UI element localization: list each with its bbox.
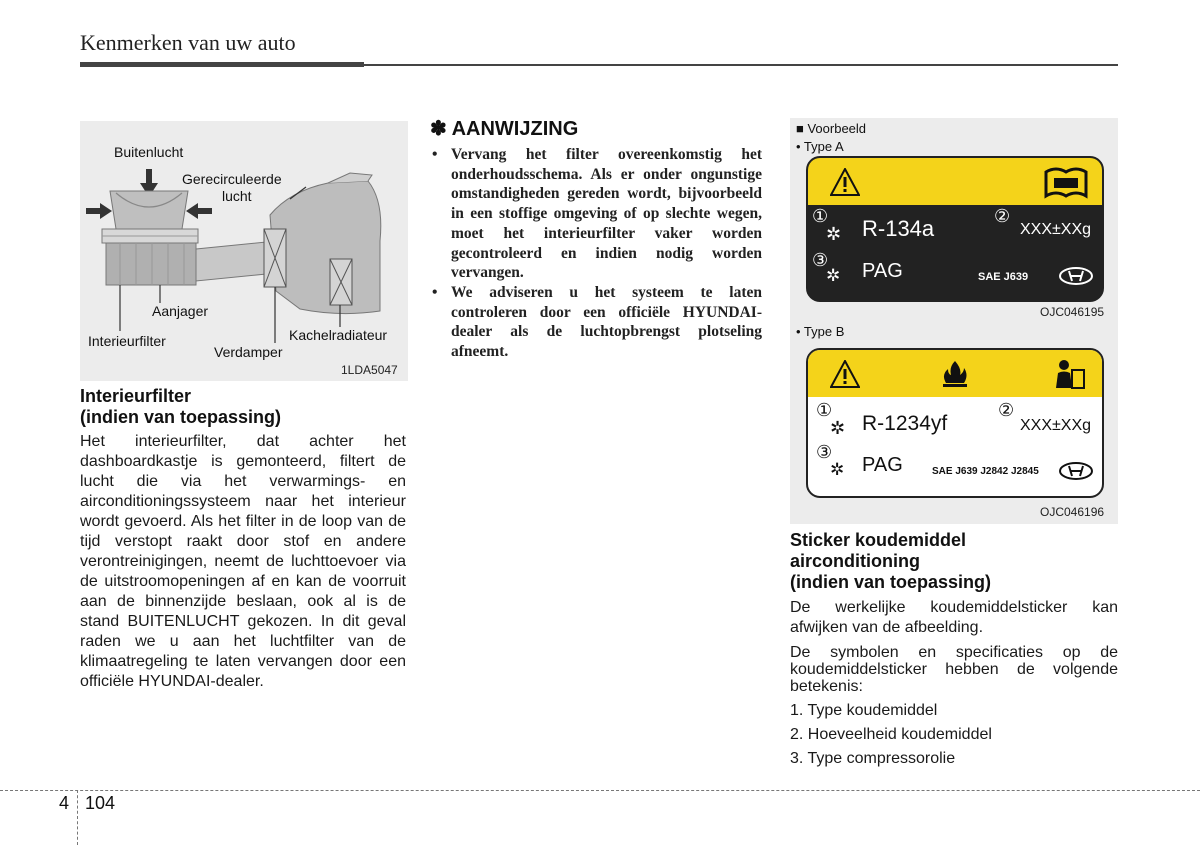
sticker-type-b [806, 348, 1104, 498]
hyundai-logo [1058, 266, 1094, 286]
page-number: 104 [85, 793, 116, 813]
right-inlet-arrow [186, 203, 212, 219]
header-rule-thick [80, 62, 364, 67]
left-inlet-arrow [86, 203, 112, 219]
sticker-b-refrigerant: R-1234yf [862, 412, 948, 435]
label-blower: Aanjager [152, 303, 209, 319]
note-list [432, 145, 762, 362]
sticker-b-oil: PAG [862, 454, 903, 476]
oil-can-icon: ✲ [830, 460, 845, 479]
sticker-a-num1: ① [812, 206, 829, 226]
cabin-filter-figure [80, 121, 408, 381]
bullet-icon: • [432, 146, 438, 163]
note-item: • Vervang het filter overeenkomstig het onderhoudsschema. Als er onder ongunstige omstandigheden gereden wordt, bijvoorbeeld in een stoffige omgeving of op slechte wegen, moet het interieurfilter vaker worden gecontroleerd en indien nodig worden vervangen. [432, 146, 762, 282]
example-label: ■ Voorbeeld [796, 121, 867, 136]
sticker-para-2: De symbolen en specificaties op de koudemiddelsticker hebben de volgende betekenis: [790, 644, 1118, 695]
service-technician-icon [1052, 358, 1086, 390]
warning-icon [830, 360, 860, 388]
type-b-label: • Type B [796, 324, 845, 339]
note-item: • We adviseren u het systeem te laten controleren door een officiële HYUNDAI-dealer als de luchtopbrengst plotseling afneemt. [432, 283, 762, 361]
section-heading-filter [80, 386, 410, 428]
page-header-title: Kenmerken van uw auto [80, 30, 296, 55]
sticker-a-amount: XXX±XXg [1020, 221, 1092, 238]
sticker-para-1: De werkelijke koudemiddelsticker kan afwijken van de afbeelding. [790, 599, 1118, 636]
refrigerant-icon: ✲ [826, 224, 842, 244]
header-rule-thin [364, 64, 1118, 66]
figure-code-b: OJC046196 [1040, 505, 1105, 519]
oil-can-icon: ✲ [826, 266, 841, 285]
sticker-figure [790, 118, 1118, 524]
hyundai-logo [1058, 461, 1094, 481]
note-title-text: AANWIJZING [451, 118, 579, 140]
asterisk-icon: ✽ [430, 118, 447, 140]
flammable-icon [940, 359, 970, 389]
label-recirculated: Gerecirculeerde [182, 171, 282, 187]
heading-line: (indien van toepassing) [80, 407, 282, 427]
heading-line: airconditioning [790, 551, 920, 571]
manual-icon [1042, 164, 1090, 200]
label-outside-air: Buitenlucht [114, 144, 184, 160]
sticker-b-num1: ① [816, 400, 833, 420]
sticker-a-oil: PAG [862, 260, 903, 282]
type-a-label: • Type A [796, 139, 844, 154]
label-heater-core: Kachelradiateur [289, 327, 388, 343]
sticker-type-a [806, 156, 1104, 302]
sticker-a-num2: ② [994, 206, 1011, 226]
warning-icon [830, 168, 860, 196]
footer-dashed-rule [0, 790, 1200, 791]
note-title [430, 116, 578, 141]
sticker-a-refrigerant: R-134a [862, 216, 935, 241]
list-item: 3. Type compressorolie [790, 750, 956, 767]
bullet-icon: • [432, 283, 438, 301]
sticker-b-num3: ③ [816, 442, 833, 462]
label-air: lucht [222, 188, 252, 204]
sticker-b-amount: XXX±XXg [1020, 417, 1092, 434]
heading-line: (indien van toepassing) [790, 572, 992, 592]
section-heading-sticker [790, 530, 1120, 593]
filter-body-text: Het interieurfilter, dat achter het dashboardkastje is gemonteerd, filtert de lucht die via het verwarmings- en airconditioningssysteem naar het interieur wordt gevoerd. Als het filter in de loop van de tijd verstopt raakt door stof en andere verontreinigingen, neemt de luchttoevoer via de uitstroomopeningen af en kan de voorruit aan de binnenzijde beslaan, ook al is de stand BUITENLUCHT gekozen. In dit geval raden we u aan het luchtfilter van de klimaatregeling te laten vervangen door een officiële HYUNDAI-dealer. [80, 433, 406, 690]
sticker-b-num2: ② [998, 400, 1015, 420]
list-item: 2. Hoeveelheid koudemiddel [790, 726, 992, 743]
label-cabin-filter: Interieurfilter [88, 333, 166, 349]
sticker-a-num3: ③ [812, 250, 829, 270]
sticker-a-sae: SAE J639 [978, 271, 1029, 283]
figure-code-a: OJC046195 [1040, 305, 1105, 319]
sticker-b-sae: SAE J639 J2842 J2845 [932, 466, 1039, 477]
heading-line: Sticker koudemiddel [790, 530, 967, 550]
hvac-case [270, 181, 381, 314]
footer-dashed-divider [77, 790, 78, 845]
square-bullet-icon: ■ [796, 121, 808, 136]
refrigerant-icon: ✲ [830, 418, 846, 438]
figure-code: 1LDA5047 [341, 363, 398, 377]
sticker-meaning-list [790, 702, 992, 774]
chapter-number: 4 [59, 793, 70, 813]
list-item: 1. Type koudemiddel [790, 702, 938, 719]
label-evaporator: Verdamper [214, 344, 283, 360]
heading-line: Interieurfilter [80, 386, 192, 406]
